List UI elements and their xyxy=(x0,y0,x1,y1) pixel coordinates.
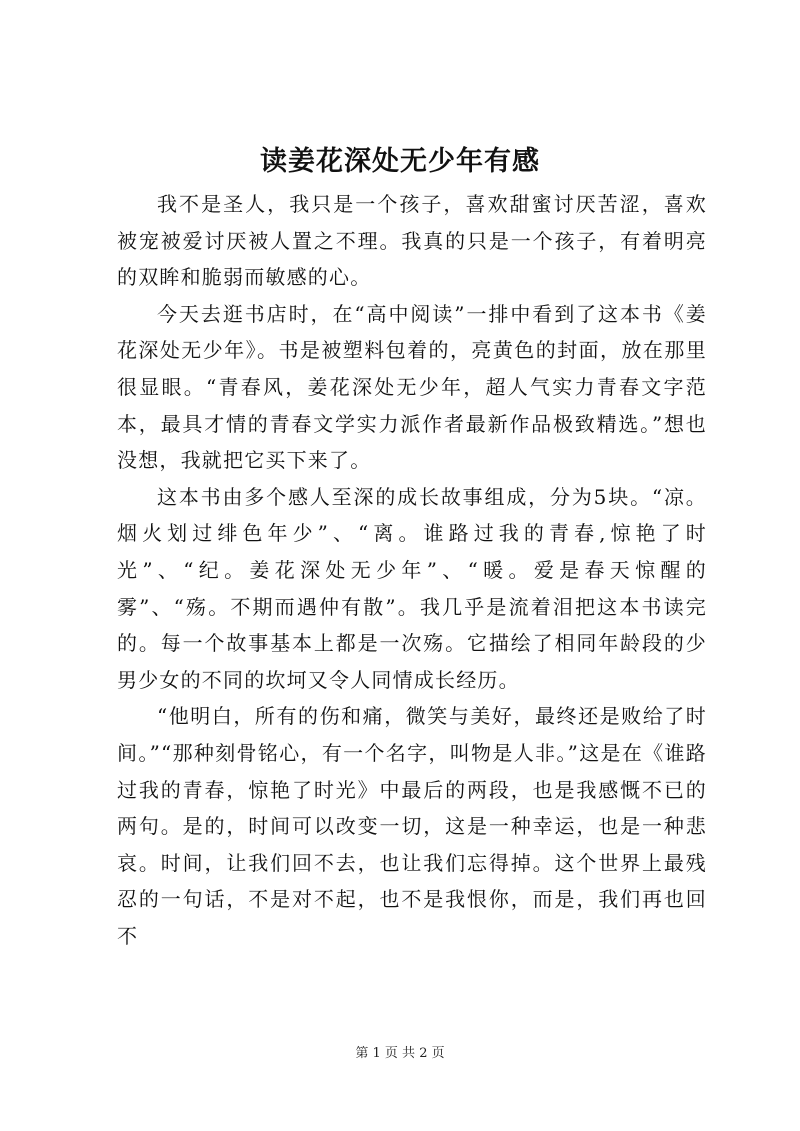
document-body xyxy=(117,186,707,954)
document-title: 读姜花深处无少年有感 xyxy=(260,146,540,177)
paragraph-2: 今天去逛书店时，在“高中阅读”一排中看到了这本书《姜花深处无少年》。书是被塑料包着的，亮黄色的封面，放在那里很显眼。“青春风，姜花深处无少年，超人气实力青春文字范本，最具才情的青春文学实力派作者最新作品极致精选。”想也没想，我就把它买下来了。 xyxy=(117,301,707,473)
page-footer: 第 1 页 共 2 页 xyxy=(355,1046,445,1061)
paragraph-4: “他明白，所有的伤和痛，微笑与美好，最终还是败给了时间。”“那种刻骨铭心，有一个名字，叫物是人非。”这是在《谁路过我的青春，惊艳了时光》中最后的两段，也是我感慨不已的两句。是的，时间可以改变一切，这是一种幸运，也是一种悲哀。时间，让我们回不去，也让我们忘得掉。这个世界上最残忍的一句话，不是对不起，也不是我恨你，而是，我们再也回不 xyxy=(117,704,707,948)
paragraph-1: 我不是圣人，我只是一个孩子，喜欢甜蜜讨厌苦涩，喜欢被宠被爱讨厌被人置之不理。我真的只是一个孩子，有着明亮的双眸和脆弱而敏感的心。 xyxy=(117,192,707,290)
paragraph-3: 这本书由多个感人至深的成长故事组成，分为5块。“凉。烟火划过绯色年少”、“离。谁路过我的青春,惊艳了时光”、“纪。姜花深处无少年”、“暖。爱是春天惊醒的雾”、“殇。不期而遇仲有散”。我几乎是流着泪把这本书读完的。每一个故事基本上都是一次殇。它描绘了相同年龄段的少男少女的不同的坎坷又令人同情成长经历。 xyxy=(117,484,707,692)
